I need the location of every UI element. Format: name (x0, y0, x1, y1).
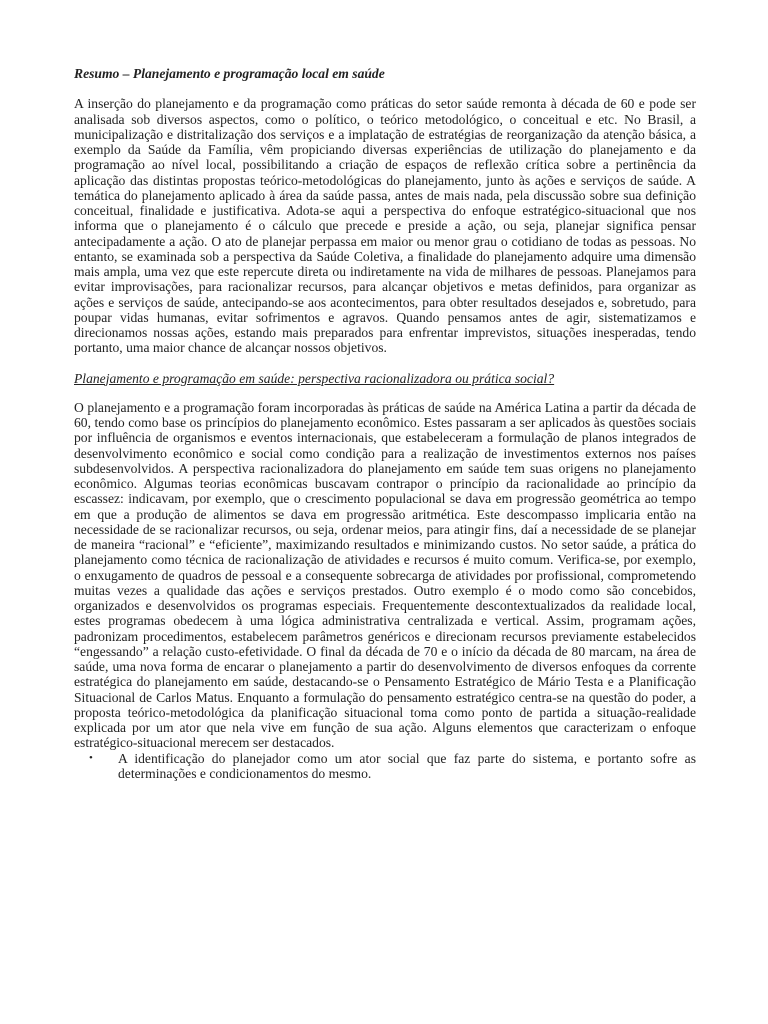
list-item (89, 750, 696, 782)
section-heading: Planejamento e programação em saúde: perspectiva racionalizadora ou prática social? (74, 370, 555, 386)
document-page (74, 66, 696, 781)
bullet-list (74, 751, 696, 782)
list-item-text: A identificação do planejador como um ator social que faz parte do sistema, e portanto sofre as determinações e condicionamentos do mesmo. (118, 750, 696, 781)
section-paragraph: O planejamento e a programação foram incorporadas às práticas de saúde na América Latina a partir da década de 60, tendo como base os princípios do planejamento econômico. Estes passaram a ser aplicados às questões sociais por influência de organismos e eventos internacionais, que estabeleceram a formulação de planos integrados de desenvolvimento econômico e social como condição para a realização de investimentos externos nos países subdesenvolvidos. A perspectiva racionalizadora do planejamento em saúde tem suas origens no planejamento econômico. Algumas teorias econômicas buscavam contrapor o princípio da racionalidade ao princípio da escassez: indicavam, por exemplo, que o crescimento populacional se dava em progressão geométrica ao tempo em que a produção de alimentos se dava em progressão aritmética. Este descompasso implicaria então na necessidade de se racionalizar recursos, ou seja, ordenar meios, para atingir fins, daí a necessidade de se planejar de maneira “racional” e “eficiente”, maximizando resultados e minimizando custos. No setor saúde, a prática do planejamento como técnica de racionalização de atividades e recursos é muito comum. Verifica-se, por exemplo, o enxugamento de quadros de pessoal e a consequente sobrecarga de atividades por profissional, comprometendo muitas vezes a qualidade das ações e serviços prestados. Outro exemplo é o modo como são concebidos, organizados e desenvolvidos os programas especiais. Frequentemente descontextualizados da realidade local, estes programas obedecem à uma lógica administrativa centralizada e vertical. Assim, programam ações, padronizam procedimentos, estabelecem parâmetros genéricos e direcionam recursos previamente estabelecidos “engessando” a relação custo-efetividade. O final da década de 70 e o início da década de 80 marcam, na área de saúde, uma nova forma de encarar o planejamento a partir do desenvolvimento de diversos enfoques da corrente estratégica do planejamento em saúde, destacando-se o Pensamento Estratégico de Mário Testa e a Planificação Situacional de Carlos Matus. Enquanto a formulação do pensamento estratégico centra-se na questão do poder, a proposta teórico-metodológica da planificação situacional toma como ponto de partida a situação-realidade explicada por um ator que nela vive em função de sua ação. Alguns elementos que caracterizam o enfoque estratégico-situacional merecem ser destacados. (74, 399, 696, 751)
intro-paragraph: A inserção do planejamento e da programação como práticas do setor saúde remonta à década de 60 e pode ser analisada sob diversos aspectos, como o político, o teórico metodológico, o conceitual e etc. No Brasil, a municipalização e distritalização dos serviços e a implatação de estratégias de reorganização da atenção básica, a exemplo da Saúde da Família, vêm propiciando diversas experiências de utilização do planejamento e da programação ao nível local, possibilitando a criação de espaços de reflexão crítica sobre a pertinência da aplicação das distintas propostas teórico-metodológicas do planejamento, junto às ações e serviços de saúde. A temática do planejamento aplicado à área da saúde passa, antes de mais nada, pela discussão sobre sua definição conceitual, finalidade e justificativa. Adota-se aqui a perspectiva do enfoque estratégico-situacional que nos informa que o planejamento é o cálculo que precede e preside a ação, ou seja, planejar significa pensar antecipadamente a ação. O ato de planejar perpassa em maior ou menor grau o cotidiano de todas as pessoas. No entanto, se examinada sob a perspectiva da Saúde Coletiva, a finalidade do planejamento adquire uma dimensão mais ampla, uma vez que este repercute direta ou indiretamente na vida de milhares de pessoas. Planejamos para evitar improvisações, para racionalizar recursos, para alcançar objetivos e metas definidos, para organizar as ações e serviços de saúde, antecipando-se aos acontecimentos, para obter resultados desejados e, sobretudo, para poupar vidas humanas, evitar sofrimentos e agravos. Quando pensamos antes de agir, sistematizamos e direcionamos nossas ações, estando mais preparados para enfrentar imprevistos, situações inesperadas, tendo portanto, uma maior chance de alcançar nossos objetivos. (74, 96, 696, 356)
bullet-marker: • (89, 751, 93, 764)
document-title: Resumo – Planejamento e programação local em saúde (74, 66, 385, 81)
